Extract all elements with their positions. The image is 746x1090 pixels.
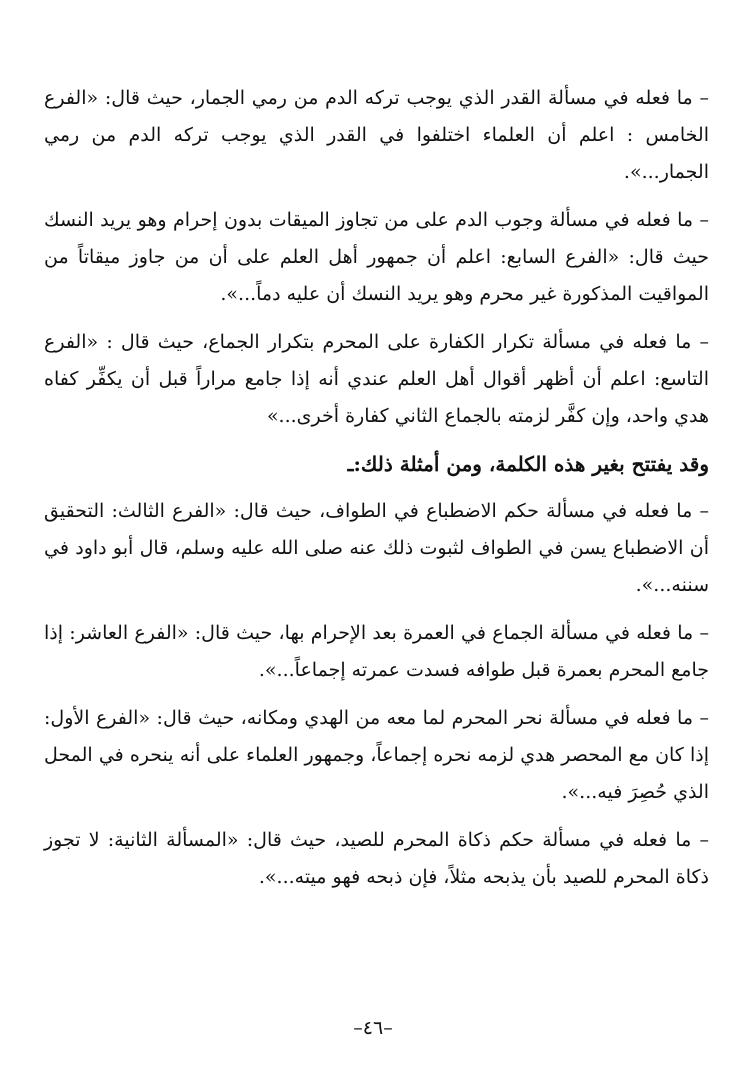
paragraph-example-6: – ما فعله في مسألة نحر المحرم لما معه من الهدي ومكانه، حيث قال: «الفرع الأول: إذا كان مع المحصر هدي لزمه نحره إجماعاً، وجمهور العلماء على أنه ينحره في المحل الذي حُصِرَ فيه...». <box>44 707 709 803</box>
paragraph-example-2: – ما فعله في مسألة وجوب الدم على من تجاوز الميقات بدون إحرام وهو يريد النسك حيث قال: «الفرع السابع: اعلم أن جمهور أهل العلم على أن من جاوز ميقاتاً من المواقيت المذكورة غير محرم وهو يريد النسك أن عليه دماً...». <box>44 209 709 305</box>
paragraph-example-3: – ما فعله في مسألة تكرار الكفارة على المحرم بتكرار الجماع، حيث قال : «الفرع التاسع: اعلم أن أظهر أقوال أهل العلم عندي أنه إذا جامع مراراً قبل أن يكفِّر كفاه هدي واحد، وإن كفَّر لزمته بالجماع الثاني كفارة أخرى...» <box>44 331 709 427</box>
paragraph-example-1: – ما فعله في مسألة القدر الذي يوجب تركه الدم من رمي الجمار، حيث قال: «الفرع الخامس : اعلم أن العلماء اختلفوا في القدر الذي يوجب تركه الدم من رمي الجمار...». <box>44 87 709 183</box>
section-heading: وقد يفتتح بغير هذه الكلمة، ومن أمثلة ذلك:ـ <box>347 452 709 476</box>
paragraph-example-5: – ما فعله في مسألة الجماع في العمرة بعد الإحرام بها، حيث قال: «الفرع العاشر: إذا جامع المحرم بعمرة قبل طوافه فسدت عمرته إجماعاً...». <box>44 622 709 681</box>
body-text <box>44 80 709 907</box>
paragraph-example-7: – ما فعله في مسألة حكم ذكاة المحرم للصيد، حيث قال: «المسألة الثانية: لا تجوز ذكاة المحرم للصيد بأن يذبحه مثلاً، فإن ذبحه فهو ميته...». <box>44 829 709 888</box>
paragraph-example-4: – ما فعله في مسألة حكم الاضطباع في الطواف، حيث قال: «الفرع الثالث: التحقيق أن الاضطباع يسن في الطواف لثبوت ذلك عنه صلى الله عليه وسلم، قال أبو داود في سننه...». <box>44 500 709 596</box>
page-number: –٤٦– <box>353 1017 393 1039</box>
